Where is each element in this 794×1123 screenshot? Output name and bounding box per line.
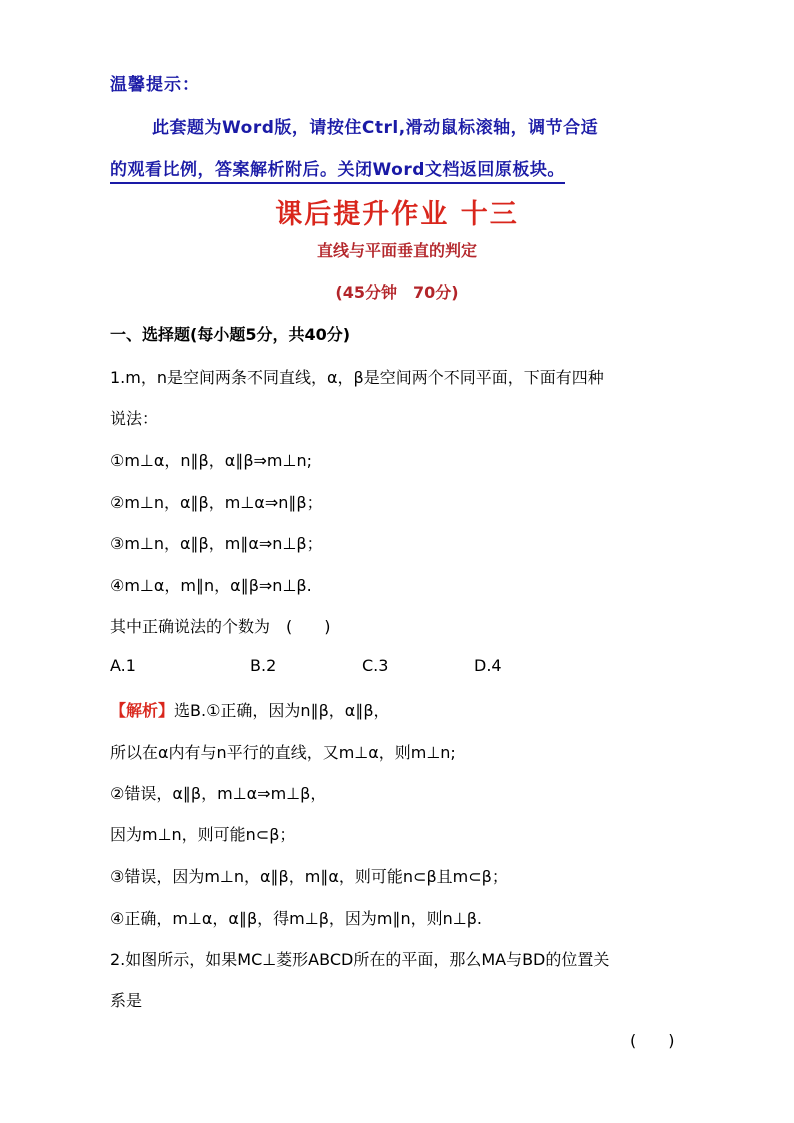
q2-stem-line-2: 系是: [110, 991, 143, 1010]
q2-stem-line-1: 2.如图所示，如果MC⊥菱形ABCD所在的平面，那么MA与BD的位置关: [110, 950, 610, 969]
page-title: 课后提升作业 十三: [275, 199, 519, 230]
analysis-line-6: ④正确，m⊥α，α∥β，得m⊥β，因为m∥n，则n⊥β.: [110, 909, 483, 928]
analysis-line-5: ③错误，因为m⊥n，α∥β，m∥α，则可能n⊂β且m⊂β；: [110, 867, 508, 886]
analysis-line-2: 所以在α内有与n平行的直线，又m⊥α，则m⊥n;: [110, 743, 456, 762]
section-heading: 一、选择题(每小题5分，共40分): [110, 325, 351, 344]
q1-statement-2: ②m⊥n，α∥β，m⊥α⇒n∥β；: [110, 493, 323, 512]
page-subtitle: 直线与平面垂直的判定: [316, 241, 477, 260]
choice-d: D.4: [474, 656, 502, 675]
tip-heading: 温馨提示：: [110, 75, 200, 95]
choice-b: B.2: [250, 656, 277, 675]
analysis-text-1: 选B.①正确，因为n∥β，α∥β，: [174, 701, 390, 720]
analysis-line-3: ②错误，α∥β，m⊥α⇒m⊥β，: [110, 784, 327, 803]
analysis-label: 【解析】: [110, 701, 175, 720]
analysis-line-4: 因为m⊥n，则可能n⊂β；: [110, 825, 296, 844]
q1-prompt: 其中正确说法的个数为 ( ): [110, 617, 331, 636]
choice-c: C.3: [362, 656, 389, 675]
q1-stem-line-2: 说法：: [110, 409, 159, 428]
analysis-line-1: [110, 698, 390, 721]
q1-statement-1: ①m⊥α，n∥β，α∥β⇒m⊥n;: [110, 451, 312, 470]
q2-answer-bracket: ( ): [630, 1031, 675, 1050]
tip-line-2: 的观看比例，答案解析附后。关闭Word文档返回原板块。: [110, 155, 565, 184]
choice-a: A.1: [110, 656, 136, 675]
q1-statement-4: ④m⊥α，m∥n，α∥β⇒n⊥β.: [110, 576, 312, 595]
q1-statement-3: ③m⊥n，α∥β，m∥α⇒n⊥β；: [110, 534, 323, 553]
q1-stem-line-1: 1.m，n是空间两条不同直线，α，β是空间两个不同平面，下面有四种: [110, 368, 604, 387]
tip-line-1: 此套题为Word版，请按住Ctrl,滑动鼠标滚轴，调节合适: [152, 118, 599, 138]
time-info: (45分钟 70分): [335, 283, 459, 302]
